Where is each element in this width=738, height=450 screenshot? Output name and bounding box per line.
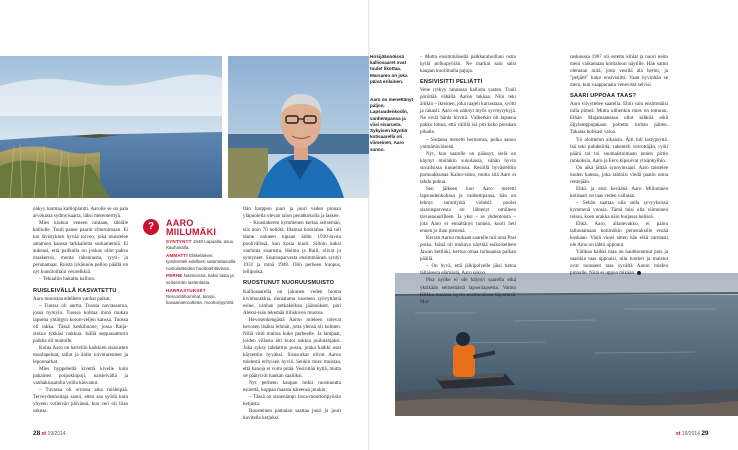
page-number: 28 <box>33 430 41 437</box>
section-heading: ENSIVISITTI PELIÄTTI <box>420 79 483 86</box>
body-paragraph: Mies hyppeheltä kivettä kivelle kuin pahainen poipokinpoji, naisleivällä ja vanhakiusatulla voilla kasvanut. <box>33 366 128 387</box>
body-paragraph: Vene rytkyy rannassa kalliota vasten. Tuuli pöröttää vähällä Aaron lukkaa. Niin teki äitikin – ikteinen, joka raajeli karrastaan, syötti ja rakasti. Aaro on nähnyt myös syvmyrykyjä. Ne eivät hänla hirvitä. Välherkin oli lapsena pakko tottua, että välillä isä piti koko porukan pihalle. <box>420 87 516 136</box>
profile-last-name: MIILUMÄKI <box>166 227 217 237</box>
body-paragraph: Hevosenkengästä Aaron mieleen tulevat hevosen lisäksi lehmät, jotta ylensä oli kolmen. Niitä vinti maitoa kuko perheelle. Ja lampaat, joiden villasta äiti kutoi sukkia joululahjaksi. Joka syksy lahdattiin possu, jonka kaikki osat käytettiin hyväksi. Sisusurkat olivat Aaron mielestä erityisen hyviä. Senkin mies muistaa, että kanoja ei voitu pitää. Vesiriitän kyllä, mutta ne päätyivät haukan saaliiksi. <box>243 316 341 380</box>
body-paragraph: näkyy harmaa kallioplantti. Aarolle se on pala arvokasta sydmyisaarta, läksi merenterttyä. <box>33 206 128 220</box>
body-paragraph: – Kuusinkeren kymmenen kertaa seitsemän, siis noin 70 neliötä. Iltamaa hoosialaa. Isä tuli tänne oaineen tupaan äidin 1930-luvun puolivälissä, kun kosia kuoli. Silloin kaksi vanhinta sisarusta, Heimo ja Raili, olivat jo syntyneet. Sisarusparvesta ensimmäinen syntyi 1931 ja minä 1948. Olin perheen kuopus, lellipoika. <box>243 220 341 276</box>
article-column-left-2 <box>243 206 341 422</box>
body-paragraph: – Tuvassa oli orrossa aina ruisleipää. Terveydenhoitaja sanoi, etten saa syödä kuin yhyeen voileivän päivässä, kun veri oli liian sakeaa. <box>33 387 128 415</box>
page-number: 29 <box>701 430 709 437</box>
end-mark-icon <box>637 271 641 275</box>
body-paragraph: Kalliosaarella on jokunen veden hioma kivimurakkia, muuatama ruosteen syövyttämä esine, vanhan petkakelkan jäännökset, pari Aleksi-isän tekemää tiiliskiven muotoa. <box>243 288 341 316</box>
body-paragraph: Kerran Aaron mukaan saarelle tuli oma Pasi poika. Isänä oli mukava näyttää esikoiselleen Jawan kettinki, kertoa omaa tarinaansa paikan päällä. <box>420 235 516 263</box>
body-paragraph: Aaro viivyttelee saarella. Ehtii vain ensimmäisi tulla pimeä. Mutta ulihenkin mies on tottunut. Ethän Majamaanessa ollut sähköä eikä öljylamppujakaan poltettu turhan päiten. Takasta hohkasi valoa. <box>570 101 668 136</box>
profile-facts <box>166 239 236 308</box>
body-paragraph: raskuussa 1967 oli ostettu kihlat ja nuori neito meni vaikamaan kotitaloon näytille. Hän sattui olemaan niitä, jotta vesillä ala hermi, ja "peljätti" koko ensivisiitti. Vaan hyvinhän se meni, kun vaapparaata venevistä selvisi. <box>570 54 668 89</box>
section-heading: RUOSTUNUT NUORUUSMUISTO <box>243 280 335 287</box>
body-paragraph: Ruosteinen pamalan saattaa juuri ja juuri kuvitella ketjuksi. <box>243 408 341 422</box>
body-paragraph: – On hyvä, että jälkipolvelle jäisi tietoa tällaisesta elämästä, Aaro sokoo. <box>420 263 516 277</box>
issue-number: 19/2014 <box>47 431 66 437</box>
profile-name <box>166 219 216 237</box>
profile-fact-value: Eläkeläinen, työskenteli edelleen satamatasoilla nostolaitteiden huoltotehtävissä. <box>166 253 236 271</box>
portrait-photo <box>228 56 369 198</box>
body-paragraph: – Mutta ensimmäisellä palkkarahoillani ostin kyllä polkupyörän. Ne markat sain saisi kaupan kuorimalla pajuja. <box>420 54 516 75</box>
body-paragraph: Ehkä ja ensi keväänä Aaro Miilumäen kotisaari on taas veden vallassa. <box>570 185 668 199</box>
body-paragraph: – Tekualiin hukattu kallion. <box>39 276 96 283</box>
page-folio-right <box>676 430 709 437</box>
body-paragraph: Nyt, kun saarelle on päässyt, sielä on käynyt muitakin sukulaisia, vähän hyvin suvallsissa tunnelmissa. Resiillä hyvästeltiin pomoakkunaa Kaino-sisko, mutta sitä Aaro ei tahdo puhua. <box>420 150 516 185</box>
body-paragraph <box>570 249 668 277</box>
section-heading: SAARI UPPOAA TAAS? <box>570 93 637 100</box>
shore-photo <box>0 56 222 198</box>
profile-fact-value: Naimisissa, kaksi lasta ja seitsemän lastenlasta. <box>166 273 234 285</box>
profile-fact-key: SYNTYNYT <box>166 239 192 244</box>
profile-fact-key: PERHE <box>166 273 183 279</box>
article-column-right-2 <box>570 54 668 277</box>
magazine-logo: et <box>41 431 47 437</box>
profile-fact-key: AMMATTI <box>166 253 188 259</box>
body-paragraph: – Sodassa menetti hermonsa, poika sanoo ymmärtäväisesti. <box>420 136 516 150</box>
profile-fact-key: HARRASTUKSET <box>166 287 206 293</box>
body-paragraph: Sen jälkeen kun Aaro meretti lapsuudenkotissa ja vanhempansa, hän on tehnyt suruntyötä vidaisti: puolet sisarusparvesta on lähtenyt omilleen tavuossuurilleen. Ja yksi – se yhdentoista – jota Aaro ei ennättänyt tunnea, kuoli heti ennen jo ihan pienenä. <box>420 185 516 235</box>
issue-number: 19/2014 <box>681 431 700 437</box>
profile-first-name: AARO <box>166 218 194 228</box>
body-paragraph: Mies kiukuu veneen rantaan, sileälle kalliolle. Tuuli panee paarin vihuroimaan. Ei kai lävistyksen hyvää toivoo, joka muistelee satamien kanssa tarkkaileita sorkaniemiä. Ei aukeasi, että pailkalla on joskus ollut paksu maakerros, monta rakennusta, ryyti- ja perunamaat. Ruista lykännön pellon päällä on nyt kuusitoittain vesirelkkiä. <box>33 220 128 276</box>
body-paragraph: Yö aloittelun aikaisin. Äiti tuli lastypsyttä. Isä teki puhdetöitä, rakenteli verrottäjän, ryöti päärä tai toi suumaistoimaan ennen pirtin runkoksia. Aaro ja Eero kipsuivat ylisänkyihin. <box>570 136 668 164</box>
page-folio-left <box>33 430 66 437</box>
photo-caption: Hirsijäännöissä kalliosaaret ovat tuulet likottaa. Marsamo on joka päivä erilainen. <box>370 54 408 84</box>
magazine-logo: et <box>676 431 681 437</box>
profile-fact <box>166 253 236 272</box>
question-badge-icon: ? <box>143 219 159 235</box>
article-column-right-1 <box>420 54 516 306</box>
profile-fact-value: Remonttihommat, tanssi, kavaanaeroottinta, moottoripyörät. <box>166 293 235 306</box>
body-paragraph: Itän harppoo juuri ja juuri veden pinnan yläpuolella olevan talon penatkokolla ja laskee. <box>243 206 341 220</box>
body-paragraph: Nyt perheen kaupan tutkii ruostunutta esinettä, koppaa maasta käteensä jotakin: <box>243 380 341 394</box>
body-paragraph: Aaro tunnistaa edelleen vanhat paikat. <box>33 295 111 302</box>
photo-caption: Aaro on menettänyt paljon. Lapsuudenkodin, vanhempansa ja viisi sisarusta. Sykyisen käyntiä kotisaarella oli viimeinen, Aaro sanoo. <box>370 97 414 152</box>
profile-fact <box>166 273 236 286</box>
body-paragraph: Ehkä. Aaro, allanevakko, ei päinu talluutamaan kotimökin perustuksille ensää koskaan. Vielä vuosi sitten hän eikä varmasti ole Aino on lähtö upponut. <box>570 221 668 249</box>
body-paragraph: Kohta Aaro on harteliin kaikkien sisarusten muolapeluat, tallut ja äidin toivotarenteet ja lepoonarkat. <box>33 344 128 365</box>
body-paragraph: – Tuossa oli aurtta. Tuossa navrasaurua, jossa nymyin. Tuossa kohtaa minä mukan lapsena yhtärgyn koron-veljen kanssa. Tuossa oli takka. Tässä keskihuone, jossa Raija-siskoa tykkäsi nukkua. Isällä sepparaattorin paikka oli maitolle. <box>33 302 128 344</box>
profile-fact <box>166 288 236 307</box>
body-paragraph: – Sehän saattaa olla sella syvyyksissä kymmenä vuosia. Tämä taisi olla viimeinen reissu, koen urakka näin hurjassa kelissä. <box>570 199 668 221</box>
profile-fact-value: 1948 Lapualla, asuu Kauhavalla. <box>166 239 234 251</box>
body-paragraph: – Tässä on sisaenämpi Jawa-moottoripyörän ketjusta. <box>243 394 341 408</box>
profile-fact <box>166 239 236 252</box>
body-paragraph: On aika jättää synnyinsaari. Aaro taistelee tuulen kanssa, joka tahtoisi viedä paatin omia reittejään. <box>570 164 668 185</box>
section-heading: RUISLEIVÄLLÄ KASVATETTU <box>33 287 117 294</box>
body-paragraph: Pisa nyöke ei ole käynyt saarella eikä yksikään seitsemästä lapsenlapsesta. Vaimo Hilkka muistaa hyvin ensimmäisen käyntinsä. Mar- <box>420 277 516 305</box>
article-column-left-1 <box>33 206 128 415</box>
body-paragraph-text: Välikaa kaikki maa on hauhtonutnut pois ja saarikin taas uppoaisi, niin tuntieri ja muistot ovat nousseet taas syvältä Aaron mielen pinnalle. Niitä ei uppoa mikään. <box>570 249 668 277</box>
